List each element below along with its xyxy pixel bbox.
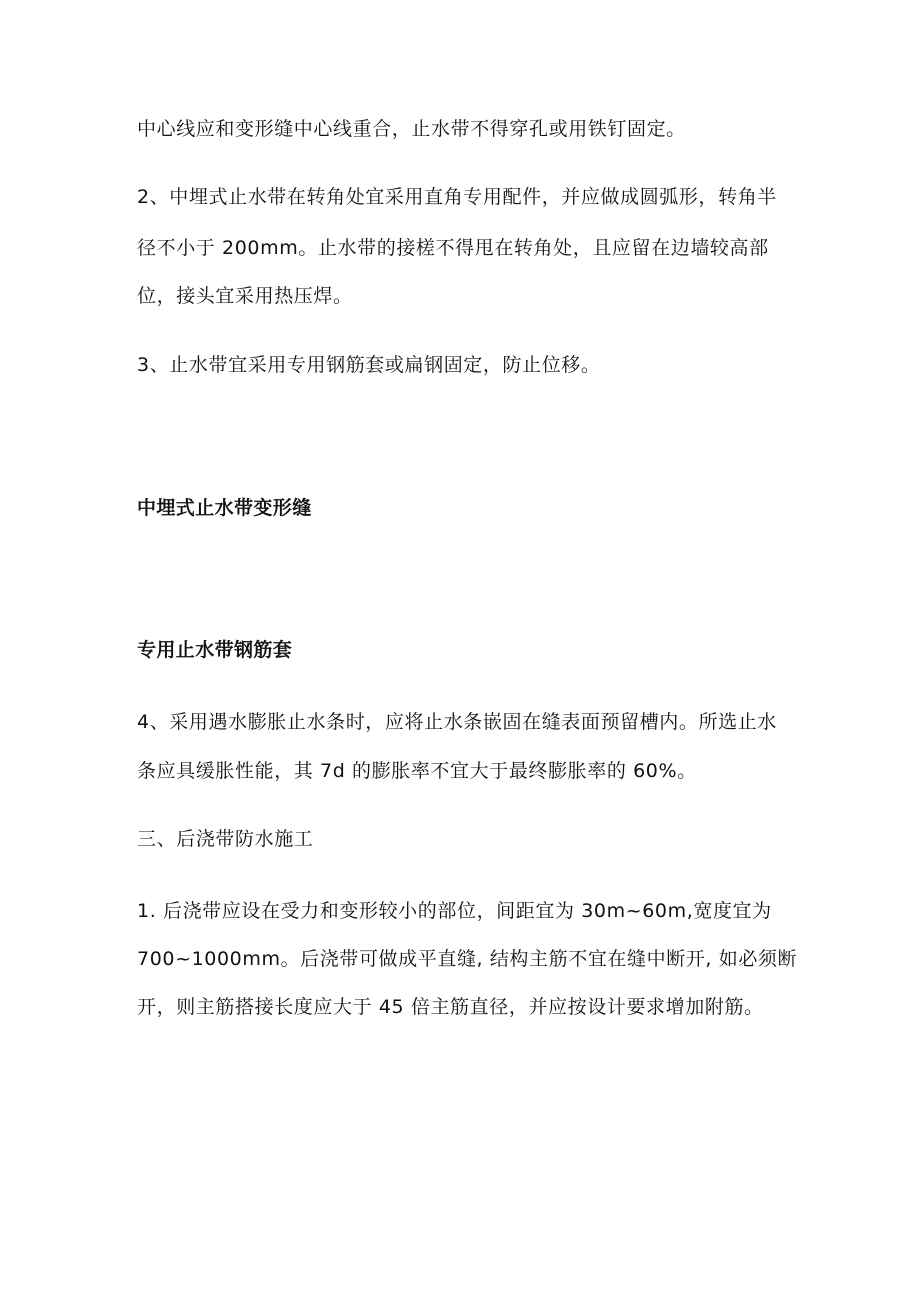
paragraph-3-line-1: 3、止水带宜采用专用钢筋套或扁钢固定，防止位移。 [137,354,601,376]
paragraph-5-line-3: 开，则主筋搭接长度应大于 45 倍主筋直径，并应按设计要求增加附筋。 [137,996,764,1018]
paragraph-5-line-2: 700~1000mm。后浇带可做成平直缝, 结构主筋不宜在缝中断开, 如必须断 [137,948,798,970]
section-3-title: 三、后浇带防水施工 [137,828,314,850]
heading-waterstop-rebar-sleeve: 专用止水带钢筋套 [137,639,293,661]
paragraph-4-line-1: 4、采用遇水膨胀止水条时，应将止水条嵌固在缝表面预留槽内。所选止水 [137,711,777,733]
paragraph-1-line-1: 中心线应和变形缝中心线重合，止水带不得穿孔或用铁钉固定。 [137,118,686,140]
heading-embedded-waterstop: 中埋式止水带变形缝 [137,497,312,519]
paragraph-5-line-1: 1. 后浇带应设在受力和变形较小的部位，间距宜为 30m~60m,宽度宜为 [137,900,772,922]
paragraph-4-line-2: 条应具缓胀性能，其 7d 的膨胀率不宜大于最终膨胀率的 60%。 [137,760,697,782]
paragraph-2-line-1: 2、中埋式止水带在转角处宜采用直角专用配件，并应做成圆弧形，转角半 [137,186,777,208]
paragraph-2-line-2: 径不小于 200mm。止水带的接槎不得甩在转角处，且应留在边墙较高部 [137,237,769,259]
paragraph-2-line-3: 位，接头宜采用热压焊。 [137,285,353,307]
